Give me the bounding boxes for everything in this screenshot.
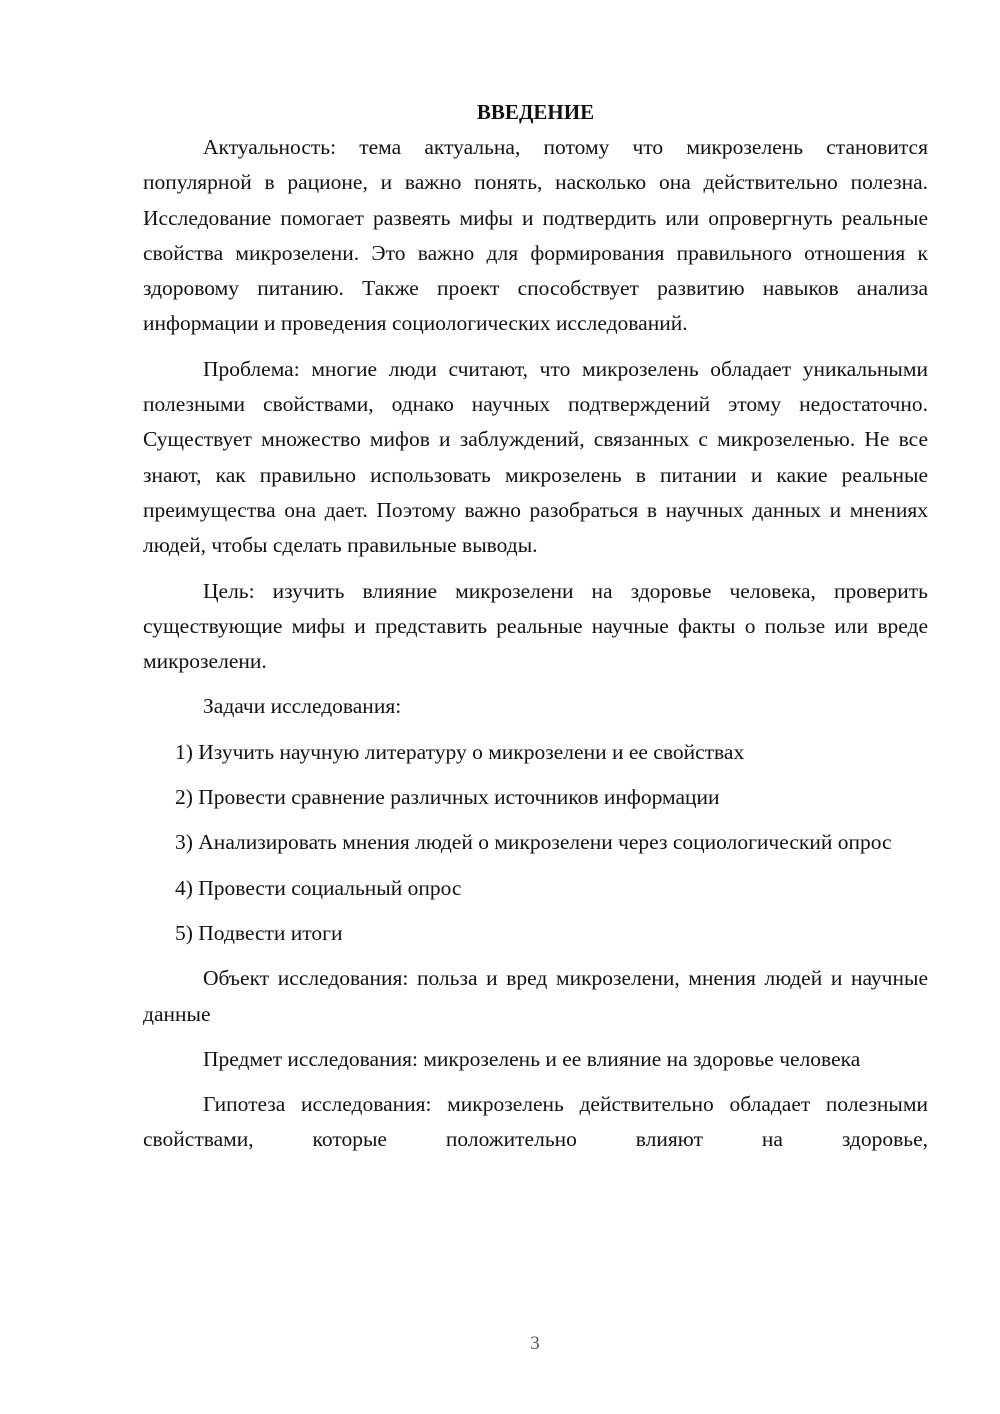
tasks-heading: Задачи исследования: [203, 694, 402, 719]
relevance-paragraph: Актуальность: тема актуальна, потому что микрозелень становится популярной в рационе, и важно понять, насколько она действительно полезна. Исследование помогает развеять мифы и подтвердить или опровергнуть реальные свойства микрозелени. Это важно для формирования правильного отношения к здоровому питанию. Также проект способствует развитию навыков анализа информации и проведения социологических исследований. [143, 135, 928, 336]
problem-paragraph: Проблема: многие люди считают, что микрозелень обладает уникальными полезными свойствами, однако научных подтверждений этому недостаточно. Существует множество мифов и заблуждений, связанных с микрозеленью. Не все знают, как правильно использовать микрозелень в питании и какие реальные преимущества она дает. Поэтому важно разобраться в научных данных и мнениях людей, чтобы сделать правильные выводы. [143, 356, 928, 558]
subject-paragraph: Предмет исследования: микрозелень и ее влияние на здоровье человека [203, 1046, 861, 1071]
section-title: ВВЕДЕНИЕ [476, 100, 595, 124]
goal-paragraph: Цель: изучить влияние микрозелени на здоровье человека, проверить существующие мифы и представить реальные научные факты о пользе или вреде микрозелени. [143, 578, 928, 674]
page-number: 3 [530, 1333, 540, 1354]
task-item: 5) Подвести итоги [175, 920, 343, 945]
page-content [143, 95, 928, 1168]
task-item: 2) Провести сравнение различных источников информации [175, 785, 720, 810]
task-item: 3) Анализировать мнения людей о микрозелени через социологический опрос [175, 830, 892, 855]
task-item: 1) Изучить научную литературу о микрозелени и ее свойствах [175, 739, 745, 764]
object-paragraph: Объект исследования: польза и вред микрозелени, мнения людей и научные данные [143, 966, 928, 1026]
task-item: 4) Провести социальный опрос [175, 875, 462, 900]
hypothesis-paragraph: Гипотеза исследования: микрозелень действительно обладает полезными свойствами, которые положительно влияют на здоровье, [143, 1092, 928, 1152]
